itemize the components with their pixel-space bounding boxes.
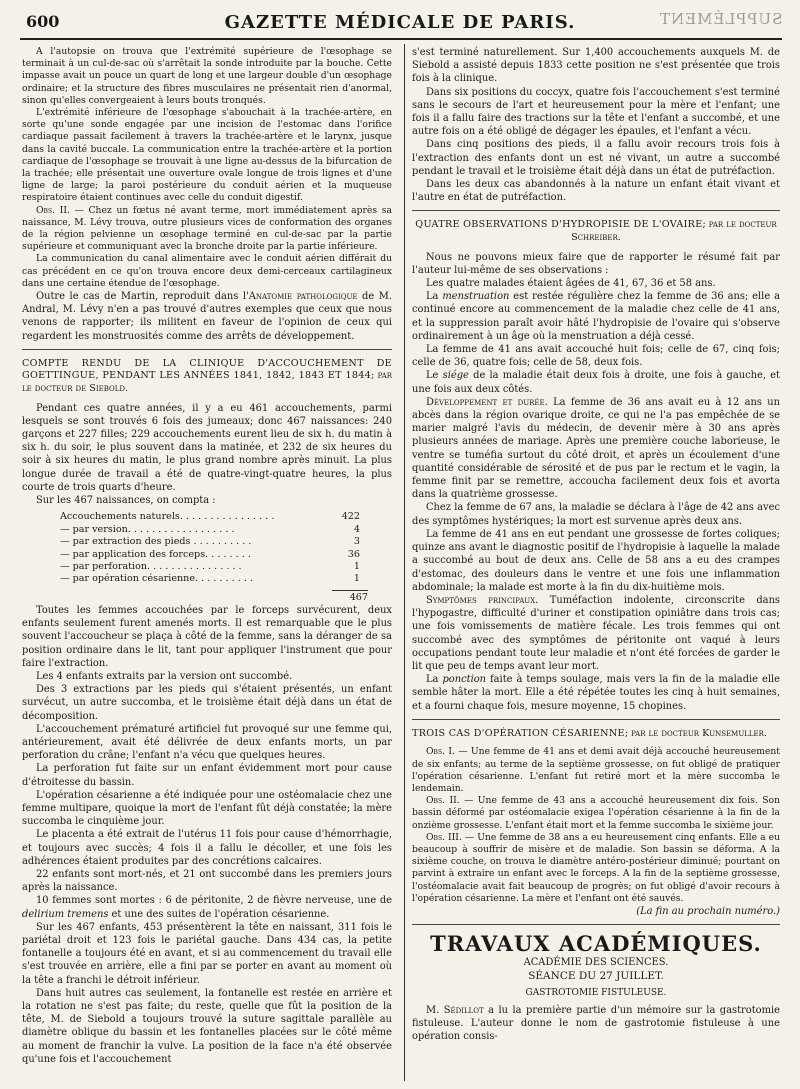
text-run: — Une femme de 38 ans a eu heureusement cinq enfants. Elle a eu beaucoup à souffrir de misère et de maladie. Son bassin se déforma. A la sixième couche, on trouva le diamètre antéro-postérieur diminué; pourtant on parvint à extraire un enfant avec le forceps. A la fin de la septième grossesse, l'ostéomalacie avait fait beaucoup de progrès; on fut obligé d'avoir recours à l'opération césarienne. La mère et l'enfant ont été sauvés. [412,831,780,904]
academy-name: ACADÉMIE DES SCIENCES. [523,957,669,969]
paragraph: L'accouchement prématuré artificiel fut provoqué sur une femme qui, antérieurement, avait été délivrée de deux enfants morts, un par perforation du crâne; l'enfant n'a vécu que quelques heures. [22,723,392,762]
paragraph [412,594,780,673]
tally-value: 36 [347,548,360,560]
heading-author: ; par le docteur Kunsemuller. [624,727,767,739]
tally-row [60,573,360,585]
section-title: TRAVAUX ACADÉMIQUES. [430,931,762,957]
book-title: Anatomie pathologique [248,291,358,303]
italic-term: ponction [442,674,487,686]
tally-value: 1 [353,560,360,572]
paragraph: Nous ne pouvons mieux faire que de rapporter le résumé fait par l'auteur lui-même de ses observations : [412,251,780,276]
paragraph: Les 4 enfants extraits par la version ont succombé. [36,670,293,682]
paragraph: Dans six positions du coccyx, quatre fois l'accouchement s'est terminé sans le secours de l'art et heureusement pour la mère et l'enfant; une fois il a fallu faire des tractions sur la tête et l'enfant a succombé, et une autre fois on a été obligé de dégager les épaules, et l'enfant a vécu. [412,86,780,138]
text-run: a lu la première partie d'un mémoire sur la gastrotomie fistuleuse. L'auteur donne le nom de gastrotomie fistuleuse à une opération consis- [412,1004,780,1043]
paragraph [412,396,780,502]
right-column [412,46,780,1044]
text-run: Outre le cas de Martin, reproduit dans l' [36,291,249,303]
tally-row [60,536,360,548]
text-run: La [426,291,443,303]
paragraph [412,746,780,795]
session-date: SÉANCE DU 27 JUILLET. [528,969,664,982]
tally-row [60,561,360,573]
paragraph [22,894,392,920]
tally-label: — par perforation. . . . . . . . . . . . . . . . [60,560,242,572]
paragraph: La femme de 41 ans avait accouché huit fois; celle de 67, cinq fois; celle de 36, quatre fois; celle de 58, deux fois. [412,344,780,369]
paragraph: Sur les 467 naissances, on compta : [36,495,216,507]
paragraph: L'opération césarienne a été indiquée pour une ostéomalacie chez une femme multipare, quoique la mort de l'enfant fût déjà constatée; la mère succomba le cinquième jour. [22,789,392,828]
tally-value: 3 [353,536,360,548]
obs-text: — Chez un fœtus né avant terme, mort immédiatement après sa naissance, M. Lévy trouva, outre plusieurs vices de conformation des organes de la région pelvienne un œsophage terminé en cul-de-sac par la partie supérieure et communiquant avec la bronche droite par la partie inférieure. [22,204,392,253]
heading-author: ; par le docteur de Siebold. [22,370,392,395]
paragraph [412,290,780,343]
header-rule [20,38,782,40]
tally-value: 4 [353,523,360,535]
continuation-note: (La fin au prochain numéro.) [636,905,780,917]
tally-row [60,511,360,523]
running-head: GAZETTE MÉDICALE DE PARIS. [224,12,576,33]
text-run: 10 femmes sont mortes : 6 de péritonite, 2 de fièvre nerveuse, une de [36,895,392,907]
text-run: faite à temps soulage, mais vers la fin de la maladie elle semble hâter la mort. Elle a été répétée toutes les cinq à huit semaines, et a fourni chaque fois, mesure moyenne, 15 chopines. [412,674,780,712]
paragraph: Chez la femme de 67 ans, la maladie se déclara à l'âge de 42 ans avec des symptômes hystériques; la mort est survenue après deux ans. [412,502,780,527]
text-run: de la maladie était deux fois à droite, une fois à gauche, et une fois aux deux côtés. [412,370,780,395]
text-run: Tuméfaction indolente, circonscrite dans l'hypogastre, difficulté d'uriner et constipation opiniâtre dans trois cas; une fois vomissements de matière fécale. Les trois femmes qui ont succombé avec des symptômes de péritonite ont vaqué à leurs occupations pendant toute leur maladie et n'ont été forcées de garder le lit que peu de temps avant leur mort. [412,594,780,672]
section-divider [412,719,780,720]
text-run: de M. Andral, M. Lévy n'en a pas trouvé d'autres exemples que ceux que nous venons de rapporter; ils militent en faveur de l'opinion de ceux qui regardent les monstruosités comme des arrêts de développement. [22,291,393,342]
paragraph: Dans huit autres cas seulement, la fontanelle est restée en arrière et la rotation ne s'est pas faite; du reste, quelle que fût la position de la tête, M. de Siebold a toujours trouvé la suture sagittale parallèle au diamètre oblique du bassin et les fontanelles placées sur le côté même au moment de franchir la vulve. La position de la face n'a été observée qu'une fois et l'accouchement [22,987,392,1065]
section-divider [412,210,780,211]
paragraph [412,832,780,905]
tally-row [60,524,360,536]
paragraph: Pendant ces quatre années, il y a eu 461 accouchements, parmi lesquels se sont trouvés 6 fois des jumeaux; donc 467 naissances: 240 garçons et 227 filles; 229 accouchements eurent lieu de six h. du matin à six h. du soir, le plus souvent dans la matinée, et 232 de six heures du soir à six heures du matin, le plus grand nombre après minuit. La plus longue durée de travail a été de quatre-vingt-quatre heures, la plus courte de trois quarts d'heure. [22,402,392,493]
birth-tally-table [60,511,360,585]
paragraph [412,673,780,713]
heading-title: TROIS CAS D'OPÉRATION CÉSARIENNE [412,727,625,739]
text-run: — Une femme de 41 ans et demi avait déjà accouché heureusement de six enfants; au terme de la septième grossesse, on fut obligé de pratiquer l'opération césarienne. L'enfant fut retiré mort et la mère succomba le lendemain. [412,746,780,794]
column-rule [404,44,405,1081]
section-divider [22,349,392,350]
paragraph: Des 3 extractions par les pieds qui s'étaient présentés, un enfant survécut, un autre succomba, et le troisième était déjà dans un état de décomposition. [22,684,392,722]
text-run: La [426,674,443,686]
text-run: Le [426,370,443,382]
paragraph [412,369,780,395]
obs-label: Obs. II. [426,795,460,807]
paragraph: Toutes les femmes accouchées par le forceps survécurent, deux enfants seulement furent amenés morts. Il est remarquable que le plus souvent l'accoucheur se plaça à côté de la femme, sans la déranger de sa position ordinaire dans le lit, tant pour appliquer l'instrument que pour faire l'extraction. [22,604,392,669]
paragraph: L'extrémité inférieure de l'œsophage s'abouchait à la trachée-artère, en sorte qu'une sonde engagée par une incision de l'estomac dans l'orifice cardiaque passait facilement à travers la trachée-artère et le larynx, jusque dans la cavité buccale. La communication entre la trachée-artère et la portion cardiaque de l'œsophage se trouvait à une ligne au-dessus de la bifurcation de la trachée; elle présentait une ouverture ovale longue de trois lignes et d'une ligne de large; la paroi postérieure du conduit aérien et la muqueuse respiratoire étaient continues avec celle du conduit digestif. [22,107,392,204]
tally-label: — par version. . . . . . . . . . . . . . . . . . [60,523,235,535]
section-heading [412,219,780,244]
author-name: M. Sédillot [426,1004,484,1016]
heading-title: QUATRE OBSERVATIONS D'HYDROPISIE DE L'OVAIRE [415,219,703,231]
section-heading [412,728,780,741]
italic-term: siége [442,370,469,382]
paragraph: La femme de 41 ans en eut pendant une grossesse de fortes coliques; quinze ans avant le diagnostic positif de l'hydropisie à laquelle la malade a succombé au bout de deux ans. Celle de 58 ans a eu des crampes d'estomac, des douleurs dans le ventre et une fois une inflammation abdominale; la malade est morte à la fin du dix-huitième mois. [412,528,780,593]
paragraph: A l'autopsie on trouva que l'extrémité supérieure de l'œsophage se terminait à un cul-de-sac où s'arrêtait la sonde introduite par la bouche. Cette impasse avait un pouce un quart de long et une largeur double d'un œsophage ordinaire; et la structure des fibres musculaires ne présentait rien d'anormal, sinon qu'elles convergeaient à leurs bouts tronqués. [22,46,392,106]
paragraph: La communication du canal alimentaire avec le conduit aérien différait du cas précédent en ce qu'on trouva encore deux demi-cerceaux cartilagineux dans une certaine étendue de l'œsophage. [22,253,392,289]
page-header [18,10,782,38]
subsection-label: Développement et durée. [426,396,548,408]
paragraph: Dans cinq positions des pieds, il a fallu avoir recours trois fois à l'extraction des enfants dont un est né vivant, un autre a succombé pendant le travail et le troisième était déjà dans un état de putréfaction. [412,139,780,177]
left-column [22,46,392,1066]
paragraph: Sur les 467 enfants, 453 présentèrent la tête en naissant, 311 fois le pariétal droit et 123 fois le pariétal gauche. Dans 434 cas, la petite fontanelle a toujours été en avant, et si au commencement du travail elle s'est trouvée en arrière, elle a fini par se porter en avant au moment où la tête a franchi le détroit inférieur. [22,921,392,986]
paragraph: La perforation fut faite sur un enfant évidemment mort pour cause d'étroitesse du bassin. [22,763,392,788]
paragraph: 22 enfants sont mort-nés, et 21 ont succombé dans les premiers jours après la naissance. [22,868,392,894]
italic-term: delirium tremens [22,908,109,920]
obs-label: Obs. III. [426,831,462,843]
paragraph: Le placenta a été extrait de l'utérus 11 fois pour cause d'hémorrhagie, et toujours avec succès; 4 fois il a fallu le décoller, et une fois les adhérences étaient produites par des concrétions calcaires. [22,829,392,867]
paragraph: Dans les deux cas abandonnés à la nature un enfant était vivant et l'autre en état de putréfaction. [412,179,780,204]
paragraph [22,290,392,343]
tally-label: — par application des forceps. . . . . . . . [60,548,251,560]
tally-total: 467 [332,590,368,604]
page-number: 600 [26,12,60,31]
paragraph [412,1004,780,1044]
section-heading [22,358,392,396]
paragraph: s'est terminé naturellement. Sur 1,400 accouchements auxquels M. de Siebold a assisté depuis 1833 cette position ne s'est présentée que trois fois à la clinique. [412,47,780,85]
section-divider [412,924,780,925]
obs-label: Obs. I. [426,746,455,758]
paragraph [22,205,392,254]
tally-label: Accouchements naturels. . . . . . . . . . . . . . . . [60,511,275,523]
subsection-label: Symptômes principaux. [426,594,539,606]
paragraph [412,795,780,832]
obs-label: Obs. II. [36,204,70,216]
text-run: — Une femme de 43 ans a accouché heureusement dix fois. Son bassin déformé par ostéomalacie exigea l'opération césarienne à la fin de la onzième grossesse. L'enfant était mort et la femme succomba le sixième jour. [412,795,780,831]
tally-label: — par extraction des pieds . . . . . . . . . . [60,536,252,548]
text-run: La femme de 36 ans avait eu à 12 ans un abcès dans la région ovarique droite, ce qui ne l'a pas empêchée de se marier malgré l'avis du médecin, de devenir mère à 30 ans après plusieurs années de mariage. Après une première couche laborieuse, le ventre se tuméfia surtout du côté droit, et après un écoulement d'une quantité considérable de sérosité et de pus par le rectum et le vagin, la femme finit par se remettre, accoucha facilement deux fois et avorta dans la quatrième grossesse. [412,396,780,501]
heading-title: COMPTE RENDU DE LA CLINIQUE D'ACCOUCHEMENT DE GOETTINGUE, PENDANT LES ANNÉES 1841, 1842, 1843 ET 1844 [22,357,392,382]
tally-row [60,549,360,561]
text-run: et une des suites de l'opération césarienne. [108,908,330,920]
text-run: est restée régulière chez la femme de 36 ans; elle a continué encore au commencement de la maladie chez celle de 41 ans, et la suppression paraît avoir hâté l'hydropisie de l'ovaire qui s'observe ordinairement à un âge où la menstruation a déjà cessé. [412,291,780,342]
tally-value: 1 [353,573,360,585]
tally-label: — par opération césarienne. . . . . . . . . . [60,573,253,585]
subject-heading: GASTROTOMIE FISTULEUSE. [525,987,667,998]
bleed-through-text: SUPPLÉMENT [658,10,782,28]
paragraph: Les quatre malades étaient âgées de 41, 67, 36 et 58 ans. [426,278,716,290]
italic-term: menstruation [442,291,510,303]
tally-value: 422 [341,511,360,523]
heading-author: ; par le docteur Schreiber. [571,219,777,244]
